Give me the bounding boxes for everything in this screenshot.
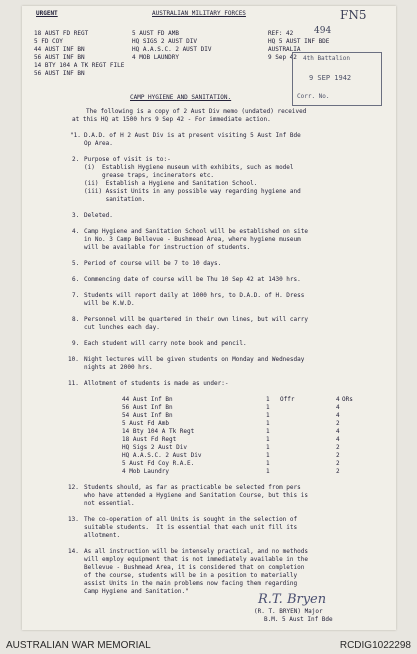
stamp-unit: 4th Battalion bbox=[303, 55, 350, 62]
item-line: (iii) Assist Units in any possible way regarding hygiene and bbox=[84, 188, 301, 195]
allotment-ors: 2 bbox=[336, 460, 340, 467]
footer-source: AUSTRALIAN WAR MEMORIAL bbox=[6, 640, 151, 651]
item-number: 2. bbox=[72, 156, 80, 163]
item-line: As all instruction will be intensely practical, and no methods bbox=[84, 548, 308, 555]
item-line: grease traps, incinerators etc. bbox=[84, 172, 215, 179]
item-line: The co-operation of all Units is sought in the selection of bbox=[84, 516, 298, 523]
allotment-ors: 2 bbox=[336, 468, 340, 475]
reference-line: REF: 42 bbox=[268, 30, 294, 37]
item-line: Camp Hygiene and Sanitation School will be established on site bbox=[84, 228, 308, 235]
reference-line: HQ 5 AUST INF BDE bbox=[268, 38, 330, 45]
item-line: not essential. bbox=[84, 500, 135, 507]
allotment-unit: 4 Mob Laundry bbox=[122, 468, 169, 475]
addressee-line: 56 AUST INF BN bbox=[34, 70, 85, 77]
allotment-ors: 4 bbox=[336, 428, 340, 435]
allotment-offr: 1 bbox=[266, 460, 270, 467]
item-number: 9. bbox=[72, 340, 80, 347]
item-number: "1. bbox=[70, 132, 81, 139]
allotment-offr: 1 bbox=[266, 444, 270, 451]
item-line: nights at 2000 hrs. bbox=[84, 364, 153, 371]
reference-handwriting: 494 bbox=[314, 26, 332, 36]
signatory-name: (R. T. BRYEN) Major bbox=[254, 608, 323, 615]
allotment-unit: 54 Aust Inf Bn bbox=[122, 412, 173, 419]
allotment-ors: 4 bbox=[336, 412, 340, 419]
signatory-title: B.M. 5 Aust Inf Bde bbox=[264, 616, 333, 623]
allotment-offr: 1 bbox=[266, 412, 270, 419]
reference-line: AUSTRALIA bbox=[268, 46, 301, 53]
allotment-offr: 1 bbox=[266, 420, 270, 427]
reference-line: 9 Sep 42 bbox=[268, 54, 297, 61]
item-line: Bellevue - Bushmead Area, it is considered that on completion bbox=[84, 564, 305, 571]
allotment-unit: 5 Aust Fd Amb bbox=[122, 420, 169, 427]
stamp-date: 9 SEP 1942 bbox=[309, 74, 352, 82]
allotment-offr: 1 bbox=[266, 468, 270, 475]
item-line: suitable students. It is essential that each unit fill its bbox=[84, 524, 298, 531]
forces-heading: AUSTRALIAN MILITARY FORCES bbox=[152, 10, 246, 17]
allotment-unit: HQ Sigs 2 Aust Div bbox=[122, 444, 188, 451]
allotment-ors-header: ORs bbox=[342, 396, 353, 403]
item-line: sanitation. bbox=[84, 196, 146, 203]
addressee-line: HQ A.A.S.C. 2 AUST DIV bbox=[132, 46, 212, 53]
document-page bbox=[22, 6, 396, 630]
intro-line: The following is a copy of 2 Aust Div memo (undated) received bbox=[86, 108, 307, 115]
registry-stamp bbox=[292, 52, 382, 106]
addressee-line: 4 MOB LAUNDRY bbox=[132, 54, 179, 61]
allotment-unit: 14 Bty 104 A Tk Regt bbox=[122, 428, 195, 435]
allotment-offr: 1 bbox=[266, 428, 270, 435]
item-line: (ii) Establish a Hygiene and Sanitation School. bbox=[84, 180, 258, 187]
footer-bar bbox=[0, 636, 417, 654]
item-number: 5. bbox=[72, 260, 80, 267]
item-line: will employ equipment that is not immediately available in the bbox=[84, 556, 308, 563]
item-line: Allotment of students is made as under:- bbox=[84, 380, 229, 387]
addressee-line: 14 BTY 104 A TK REGT FILE bbox=[34, 62, 125, 69]
item-line: Camp Hygiene and Sanitation." bbox=[84, 588, 189, 595]
allotment-unit: 44 Aust Inf Bn bbox=[122, 396, 173, 403]
item-line: cut lunches each day. bbox=[84, 324, 160, 331]
addressee-line: HQ SIGS 2 AUST DIV bbox=[132, 38, 198, 45]
stamp-corr: Corr. No. bbox=[297, 93, 330, 100]
footer-id: RCDIG1022298 bbox=[339, 640, 411, 651]
item-line: assist Units in the main problems now facing them regarding bbox=[84, 580, 298, 587]
item-line: Students should, as far as practicable be selected from pers bbox=[84, 484, 301, 491]
memo-title: CAMP HYGIENE AND SANITATION. bbox=[130, 94, 232, 101]
item-line: who have attended a Hygiene and Sanitation Course, but this is bbox=[84, 492, 308, 499]
item-number: 11. bbox=[68, 380, 79, 387]
addressee-line: 18 AUST FD REGT bbox=[34, 30, 89, 37]
item-line: will be K.W.D. bbox=[84, 300, 135, 307]
allotment-ors: 4 bbox=[336, 436, 340, 443]
allotment-offr: 1 bbox=[266, 404, 270, 411]
item-line: (i) Establish Hygiene museum with exhibits, such as model bbox=[84, 164, 294, 171]
allotment-unit: 5 Aust Fd Coy R.A.E. bbox=[122, 460, 195, 467]
item-line: in No. 3 Camp Bellevue - Bushmead Area, where hygiene museum bbox=[84, 236, 301, 243]
item-line: will be available for instruction of students. bbox=[84, 244, 251, 251]
item-line: Each student will carry note book and pencil. bbox=[84, 340, 247, 347]
corner-handwriting: FN5 bbox=[340, 8, 367, 22]
item-line: Personnel will be quartered in their own lines, but will carry bbox=[84, 316, 308, 323]
allotment-offr: 1 bbox=[266, 436, 270, 443]
allotment-unit: 18 Aust Fd Regt bbox=[122, 436, 177, 443]
allotment-ors: 2 bbox=[336, 452, 340, 459]
item-line: Period of course will be 7 to 10 days. bbox=[84, 260, 222, 267]
item-number: 13. bbox=[68, 516, 79, 523]
item-line: Deleted. bbox=[84, 212, 113, 219]
allotment-unit: 56 Aust Inf Bn bbox=[122, 404, 173, 411]
addressee-line: 5 AUST FD AMB bbox=[132, 30, 179, 37]
addressee-line: 56 AUST INF BN bbox=[34, 54, 85, 61]
item-number: 7. bbox=[72, 292, 80, 299]
item-number: 8. bbox=[72, 316, 80, 323]
item-line: Commencing date of course will be Thu 10 Sep 42 at 1430 hrs. bbox=[84, 276, 301, 283]
item-line: Students will report daily at 1000 hrs, to D.A.D. of H. Dress bbox=[84, 292, 305, 299]
item-line: Night lectures will be given students on Monday and Wednesday bbox=[84, 356, 305, 363]
allotment-ors: 4 bbox=[336, 396, 340, 403]
item-number: 4. bbox=[72, 228, 80, 235]
allotment-ors: 2 bbox=[336, 444, 340, 451]
addressee-line: 44 AUST INF BN bbox=[34, 46, 85, 53]
item-number: 12. bbox=[68, 484, 79, 491]
urgent-label: URGENT bbox=[36, 10, 58, 17]
allotment-ors: 2 bbox=[336, 420, 340, 427]
allotment-unit: HQ A.A.S.C. 2 Aust Div bbox=[122, 452, 202, 459]
item-line: allotment. bbox=[84, 532, 121, 539]
allotment-offr-header: Offr bbox=[280, 396, 295, 403]
addressee-line: 5 FD COY bbox=[34, 38, 63, 45]
item-line: Purpose of visit is to:- bbox=[84, 156, 171, 163]
allotment-offr: 1 bbox=[266, 396, 270, 403]
item-number: 14. bbox=[68, 548, 79, 555]
item-number: 3. bbox=[72, 212, 80, 219]
item-line: D.A.D. of H 2 Aust Div is at present visiting 5 Aust Inf Bde bbox=[84, 132, 301, 139]
signature: R.T. Bryen bbox=[258, 592, 327, 607]
item-line: of the course, students will be in a position to materially bbox=[84, 572, 298, 579]
item-number: 6. bbox=[72, 276, 80, 283]
item-number: 10. bbox=[68, 356, 79, 363]
allotment-offr: 1 bbox=[266, 452, 270, 459]
allotment-ors: 4 bbox=[336, 404, 340, 411]
item-line: Op Area. bbox=[84, 140, 113, 147]
intro-line: at this HQ at 1500 hrs 9 Sep 42 - For immediate action. bbox=[72, 116, 271, 123]
